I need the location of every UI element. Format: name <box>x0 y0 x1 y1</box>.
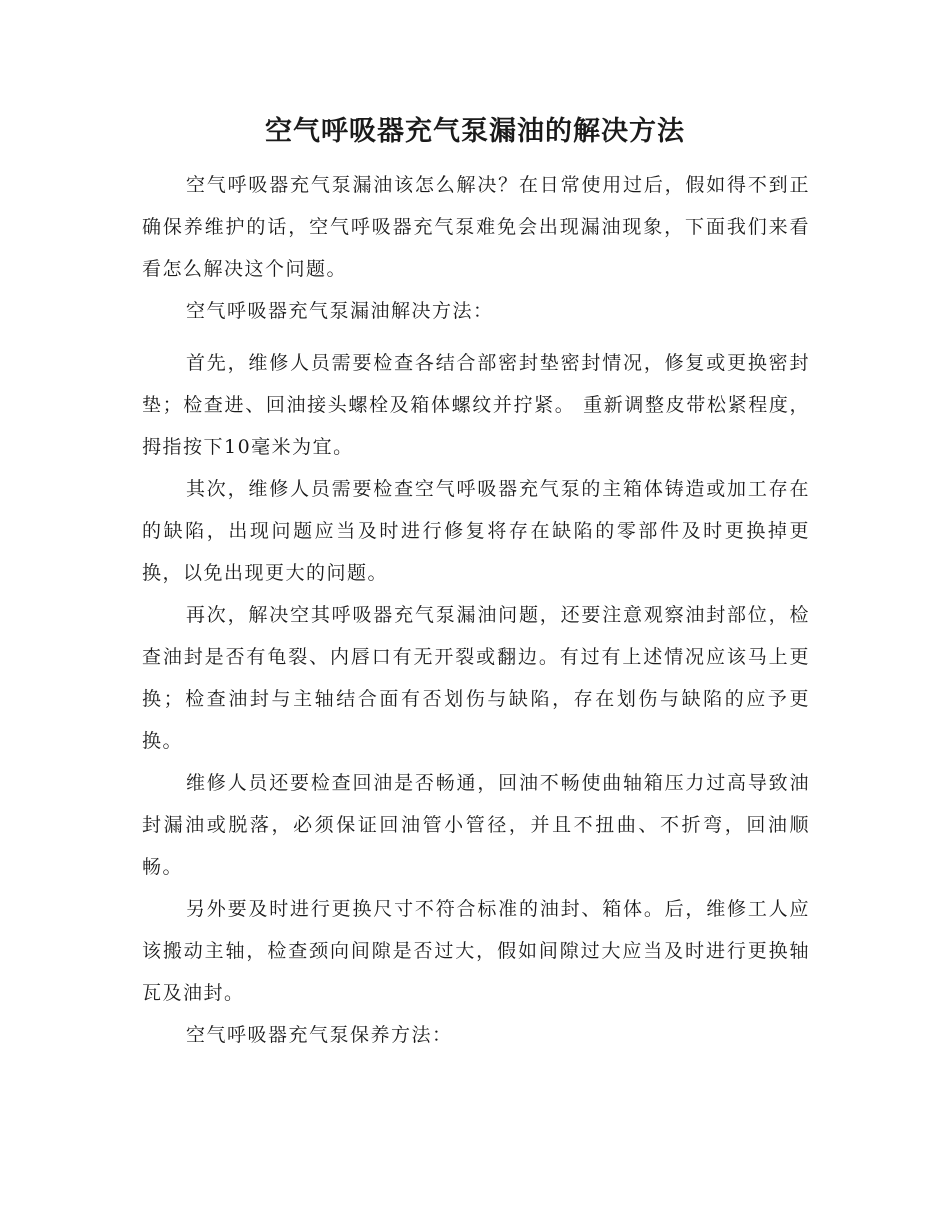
paragraph-third-step: 再次，解决空其呼吸器充气泵漏油问题，还要注意观察油封部位，检查油封是否有龟裂、内唇口有无开裂或翻边。有过有上述情况应该马上更换；检查油封与主轴结合面有否划伤与缺陷，存在划伤与缺陷的应予更换。 <box>142 604 810 752</box>
paragraph-maintenance-heading: 空气呼吸器充气泵保养方法： <box>186 1024 453 1046</box>
document-title: 空气呼吸器充气泵漏油的解决方法 <box>265 116 685 147</box>
paragraph-second-step: 其次，维修人员需要检查空气呼吸器充气泵的主箱体铸造或加工存在的缺陷，出现问题应当及时进行修复将存在缺陷的零部件及时更换掉更换，以免出现更大的问题。 <box>142 478 810 584</box>
paragraph-oil-return-check: 维修人员还要检查回油是否畅通，回油不畅使曲轴箱压力过高导致油封漏油或脱落，必须保证回油管小管径，并且不扭曲、不折弯，回油顺畅。 <box>142 772 810 878</box>
paragraph-solution-heading: 空气呼吸器充气泵漏油解决方法： <box>186 300 494 322</box>
paragraph-intro: 空气呼吸器充气泵漏油该怎么解决？在日常使用过后，假如得不到正确保养维护的话，空气呼吸器充气泵难免会出现漏油现象，下面我们来看看怎么解决这个问题。 <box>142 174 810 280</box>
paragraph-first-step: 首先，维修人员需要检查各结合部密封垫密封情况，修复或更换密封垫；检查进、回油接头螺栓及箱体螺纹并拧紧。 重新调整皮带松紧程度，拇指按下10毫米为宜。 <box>142 352 810 458</box>
paragraph-replacement: 另外要及时进行更换尺寸不符合标准的油封、箱体。后，维修工人应该搬动主轴，检查颈向间隙是否过大，假如间隙过大应当及时进行更换轴瓦及油封。 <box>142 898 810 1004</box>
